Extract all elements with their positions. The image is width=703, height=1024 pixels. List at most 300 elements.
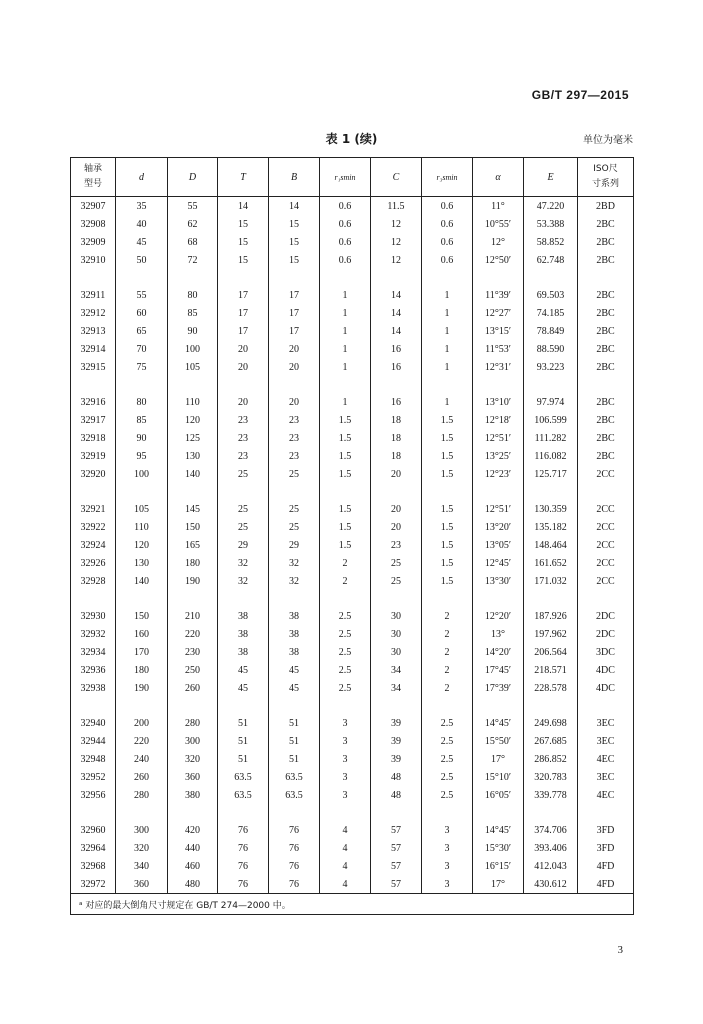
header-C: C <box>371 158 422 197</box>
table-cell: 3 <box>422 839 473 857</box>
table-cell: 20 <box>371 518 422 536</box>
spacer-cell <box>473 697 524 714</box>
table-cell: 32920 <box>71 465 116 483</box>
table-cell: 20 <box>371 500 422 518</box>
spacer-cell <box>524 590 578 607</box>
header-E: E <box>524 158 578 197</box>
table-cell: 374.706 <box>524 821 578 839</box>
table-cell: 60 <box>116 304 168 322</box>
table-cell: 39 <box>371 732 422 750</box>
table-cell: 3FD <box>578 821 634 839</box>
table-cell: 15 <box>269 215 320 233</box>
table-row <box>71 786 634 804</box>
table-cell: 32911 <box>71 286 116 304</box>
footnote-row <box>71 894 634 915</box>
table-cell: 2CC <box>578 572 634 590</box>
table-row <box>71 821 634 839</box>
table-cell: 3 <box>320 714 371 732</box>
table-cell: 130.359 <box>524 500 578 518</box>
header-iso-line2: 寸系列 <box>591 179 619 189</box>
table-cell: 38 <box>218 643 269 661</box>
table-cell: 63.5 <box>218 768 269 786</box>
table-cell: 11°53′ <box>473 340 524 358</box>
header-iso-line1: ISO尺 <box>593 164 618 174</box>
table-cell: 145 <box>168 500 218 518</box>
table-cell: 1 <box>320 286 371 304</box>
table-cell: 100 <box>168 340 218 358</box>
table-cell: 148.464 <box>524 536 578 554</box>
spacer-cell <box>371 269 422 286</box>
table-cell: 2.5 <box>422 768 473 786</box>
table-row <box>71 447 634 465</box>
table-caption: 表 1 (续) <box>325 132 378 146</box>
table-cell: 18 <box>371 429 422 447</box>
table-cell: 32922 <box>71 518 116 536</box>
table-cell: 32934 <box>71 643 116 661</box>
table-cell: 1.5 <box>422 554 473 572</box>
table-cell: 1 <box>422 340 473 358</box>
spacer-cell <box>473 376 524 393</box>
table-cell: 32 <box>269 572 320 590</box>
table-cell: 0.6 <box>320 233 371 251</box>
table-cell: 93.223 <box>524 358 578 376</box>
table-cell: 17°39′ <box>473 679 524 697</box>
table-cell: 190 <box>116 679 168 697</box>
table-row <box>71 304 634 322</box>
table-cell: 12°20′ <box>473 607 524 625</box>
table-cell: 2BD <box>578 197 634 216</box>
table-cell: 51 <box>269 750 320 768</box>
table-row <box>71 643 634 661</box>
table-cell: 160 <box>116 625 168 643</box>
table-cell: 2BC <box>578 215 634 233</box>
table-cell: 120 <box>168 411 218 429</box>
table-cell: 280 <box>168 714 218 732</box>
table-cell: 1.5 <box>422 411 473 429</box>
table-cell: 1.5 <box>320 500 371 518</box>
table-cell: 1.5 <box>320 447 371 465</box>
table-cell: 2.5 <box>320 643 371 661</box>
table-cell: 17° <box>473 750 524 768</box>
table-cell: 2CC <box>578 518 634 536</box>
table-cell: 1.5 <box>422 465 473 483</box>
table-cell: 130 <box>116 554 168 572</box>
table-cell: 14 <box>218 197 269 216</box>
table-cell: 2 <box>422 643 473 661</box>
table-cell: 17°45′ <box>473 661 524 679</box>
table-cell: 45 <box>218 661 269 679</box>
table-cell: 14°45′ <box>473 714 524 732</box>
table-cell: 48 <box>371 786 422 804</box>
table-cell: 2BC <box>578 411 634 429</box>
table-cell: 32964 <box>71 839 116 857</box>
table-cell: 12°18′ <box>473 411 524 429</box>
table-cell: 320 <box>168 750 218 768</box>
table-cell: 57 <box>371 839 422 857</box>
table-cell: 63.5 <box>269 768 320 786</box>
table-cell: 105 <box>168 358 218 376</box>
table-row <box>71 661 634 679</box>
table-cell: 2.5 <box>320 607 371 625</box>
spacer-cell <box>371 590 422 607</box>
table-cell: 2BC <box>578 358 634 376</box>
spacer-cell <box>578 697 634 714</box>
spacer-cell <box>116 376 168 393</box>
table-cell: 32910 <box>71 251 116 269</box>
table-cell: 12°51′ <box>473 429 524 447</box>
group-spacer <box>71 376 634 393</box>
table-cell: 51 <box>218 732 269 750</box>
table-cell: 25 <box>269 465 320 483</box>
table-cell: 35 <box>116 197 168 216</box>
table-cell: 260 <box>168 679 218 697</box>
table-cell: 2.5 <box>320 625 371 643</box>
table-cell: 15 <box>218 233 269 251</box>
table-cell: 62.748 <box>524 251 578 269</box>
table-cell: 2 <box>320 554 371 572</box>
header-r1-smin: r₃smin <box>422 158 473 197</box>
table-cell: 340 <box>116 857 168 875</box>
table-cell: 220 <box>116 732 168 750</box>
table-cell: 2CC <box>578 465 634 483</box>
table-cell: 80 <box>116 393 168 411</box>
table-row <box>71 358 634 376</box>
table-cell: 17° <box>473 875 524 894</box>
table-cell: 16°15′ <box>473 857 524 875</box>
table-cell: 110 <box>168 393 218 411</box>
table-cell: 17 <box>218 322 269 340</box>
table-cell: 55 <box>116 286 168 304</box>
table-cell: 15 <box>218 251 269 269</box>
table-cell: 32956 <box>71 786 116 804</box>
spacer-cell <box>422 376 473 393</box>
table-cell: 32919 <box>71 447 116 465</box>
table-cell: 18 <box>371 411 422 429</box>
table-cell: 16°05′ <box>473 786 524 804</box>
table-cell: 200 <box>116 714 168 732</box>
spacer-cell <box>371 804 422 821</box>
table-cell: 1.5 <box>320 465 371 483</box>
table-cell: 32 <box>218 554 269 572</box>
header-bearing-code-line2: 型号 <box>83 179 102 189</box>
table-cell: 32948 <box>71 750 116 768</box>
spacer-cell <box>71 697 116 714</box>
table-cell: 25 <box>218 500 269 518</box>
table-cell: 1 <box>422 393 473 411</box>
table-row <box>71 322 634 340</box>
table-cell: 4EC <box>578 786 634 804</box>
table-cell: 4 <box>320 875 371 894</box>
spacer-cell <box>116 590 168 607</box>
spacer-cell <box>473 804 524 821</box>
spacer-cell <box>218 697 269 714</box>
table-cell: 12 <box>371 215 422 233</box>
table-cell: 1.5 <box>422 429 473 447</box>
table-row <box>71 679 634 697</box>
table-cell: 249.698 <box>524 714 578 732</box>
table-cell: 20 <box>218 340 269 358</box>
table-cell: 440 <box>168 839 218 857</box>
table-cell: 80 <box>168 286 218 304</box>
spacer-cell <box>71 269 116 286</box>
spacer-cell <box>422 483 473 500</box>
table-cell: 23 <box>218 429 269 447</box>
table-row <box>71 233 634 251</box>
table-row <box>71 286 634 304</box>
table-cell: 280 <box>116 786 168 804</box>
table-cell: 12°50′ <box>473 251 524 269</box>
table-cell: 2BC <box>578 447 634 465</box>
spacer-cell <box>320 804 371 821</box>
spacer-cell <box>71 483 116 500</box>
table-cell: 1 <box>422 286 473 304</box>
table-cell: 13° <box>473 625 524 643</box>
table-cell: 32908 <box>71 215 116 233</box>
table-cell: 40 <box>116 215 168 233</box>
table-cell: 2 <box>422 661 473 679</box>
spacer-cell <box>116 269 168 286</box>
table-cell: 30 <box>371 625 422 643</box>
table-cell: 1.5 <box>422 572 473 590</box>
table-cell: 150 <box>116 607 168 625</box>
header-r-smin: r₁smin <box>320 158 371 197</box>
table-row <box>71 554 634 572</box>
table-cell: 3 <box>320 768 371 786</box>
table-cell: 1 <box>320 358 371 376</box>
spacer-cell <box>524 269 578 286</box>
spacer-cell <box>473 483 524 500</box>
table-cell: 460 <box>168 857 218 875</box>
table-cell: 4EC <box>578 750 634 768</box>
table-cell: 2BC <box>578 304 634 322</box>
table-cell: 1 <box>422 358 473 376</box>
table-cell: 23 <box>269 411 320 429</box>
spacer-cell <box>269 376 320 393</box>
table-cell: 30 <box>371 643 422 661</box>
table-cell: 320 <box>116 839 168 857</box>
table-cell: 32952 <box>71 768 116 786</box>
spacer-cell <box>168 590 218 607</box>
page-number: 3 <box>617 944 623 956</box>
table-cell: 2DC <box>578 625 634 643</box>
table-cell: 32 <box>269 554 320 572</box>
table-row <box>71 839 634 857</box>
spacer-cell <box>116 483 168 500</box>
table-body <box>71 197 634 894</box>
table-cell: 17 <box>269 286 320 304</box>
table-cell: 2BC <box>578 251 634 269</box>
table-cell: 2.5 <box>320 679 371 697</box>
table-row <box>71 215 634 233</box>
spacer-cell <box>269 483 320 500</box>
table-cell: 32914 <box>71 340 116 358</box>
table-cell: 0.6 <box>320 215 371 233</box>
spacer-cell <box>269 590 320 607</box>
table-cell: 1 <box>320 340 371 358</box>
table-cell: 45 <box>269 679 320 697</box>
table-cell: 57 <box>371 875 422 894</box>
table-row <box>71 750 634 768</box>
table-cell: 13°25′ <box>473 447 524 465</box>
table-cell: 206.564 <box>524 643 578 661</box>
table-cell: 32918 <box>71 429 116 447</box>
table-cell: 15°30′ <box>473 839 524 857</box>
spacer-cell <box>168 376 218 393</box>
table-cell: 3DC <box>578 643 634 661</box>
table-cell: 17 <box>218 304 269 322</box>
table-cell: 25 <box>269 500 320 518</box>
group-spacer <box>71 483 634 500</box>
table-cell: 55 <box>168 197 218 216</box>
table-cell: 2BC <box>578 393 634 411</box>
spacer-cell <box>473 269 524 286</box>
table-row <box>71 732 634 750</box>
table-cell: 23 <box>269 429 320 447</box>
group-spacer <box>71 269 634 286</box>
table-cell: 12°31′ <box>473 358 524 376</box>
table-cell: 135.182 <box>524 518 578 536</box>
table-cell: 165 <box>168 536 218 554</box>
standard-code: GB/T 297—2015 <box>531 88 629 102</box>
table-cell: 25 <box>218 465 269 483</box>
table-cell: 23 <box>371 536 422 554</box>
table-cell: 14°45′ <box>473 821 524 839</box>
header-T: T <box>218 158 269 197</box>
footnote: ᵃ 对应的最大倒角尺寸规定在 GB/T 274—2000 中。 <box>71 894 634 915</box>
table-cell: 3 <box>422 857 473 875</box>
table-cell: 76 <box>269 821 320 839</box>
table-cell: 12° <box>473 233 524 251</box>
table-cell: 90 <box>168 322 218 340</box>
table-cell: 90 <box>116 429 168 447</box>
table-cell: 1.5 <box>320 536 371 554</box>
table-row <box>71 340 634 358</box>
table-cell: 105 <box>116 500 168 518</box>
table-cell: 228.578 <box>524 679 578 697</box>
table-row <box>71 607 634 625</box>
table-cell: 230 <box>168 643 218 661</box>
table-cell: 3 <box>422 821 473 839</box>
spacer-cell <box>422 804 473 821</box>
table-cell: 13°20′ <box>473 518 524 536</box>
table-cell: 13°15′ <box>473 322 524 340</box>
spacer-cell <box>218 269 269 286</box>
table-cell: 2 <box>320 572 371 590</box>
header-d: d <box>116 158 168 197</box>
table-cell: 180 <box>116 661 168 679</box>
table-cell: 3 <box>422 875 473 894</box>
table-cell: 1.5 <box>320 518 371 536</box>
table-cell: 2BC <box>578 286 634 304</box>
spacer-cell <box>422 269 473 286</box>
table-cell: 38 <box>218 625 269 643</box>
table-cell: 14 <box>371 322 422 340</box>
table-cell: 76 <box>218 857 269 875</box>
spacer-cell <box>71 804 116 821</box>
table-cell: 76 <box>218 821 269 839</box>
table-row <box>71 536 634 554</box>
table-cell: 76 <box>218 839 269 857</box>
table-cell: 1.5 <box>320 411 371 429</box>
table-cell: 76 <box>269 839 320 857</box>
table-cell: 111.282 <box>524 429 578 447</box>
table-cell: 2BC <box>578 429 634 447</box>
table-cell: 15°50′ <box>473 732 524 750</box>
table-cell: 140 <box>168 465 218 483</box>
table-cell: 2.5 <box>422 714 473 732</box>
table-cell: 39 <box>371 714 422 732</box>
table-cell: 45 <box>218 679 269 697</box>
table-cell: 240 <box>116 750 168 768</box>
table-cell: 15 <box>269 233 320 251</box>
table-cell: 2.5 <box>422 750 473 768</box>
table-row <box>71 465 634 483</box>
table-cell: 2DC <box>578 607 634 625</box>
table-cell: 170 <box>116 643 168 661</box>
table-cell: 12°51′ <box>473 500 524 518</box>
table-cell: 32915 <box>71 358 116 376</box>
spacer-cell <box>524 697 578 714</box>
table-row <box>71 393 634 411</box>
table-cell: 4 <box>320 857 371 875</box>
table-cell: 51 <box>218 750 269 768</box>
table-cell: 0.6 <box>320 251 371 269</box>
table-cell: 62 <box>168 215 218 233</box>
table-cell: 85 <box>116 411 168 429</box>
table-cell: 32972 <box>71 875 116 894</box>
table-cell: 14 <box>269 197 320 216</box>
table-cell: 16 <box>371 393 422 411</box>
table-cell: 412.043 <box>524 857 578 875</box>
header-bearing-code-line1: 轴承 <box>83 164 102 174</box>
table-row <box>71 875 634 894</box>
table-row <box>71 197 634 216</box>
table-cell: 50 <box>116 251 168 269</box>
group-spacer <box>71 590 634 607</box>
spacer-cell <box>168 269 218 286</box>
table-cell: 420 <box>168 821 218 839</box>
table-cell: 20 <box>269 358 320 376</box>
table-cell: 2BC <box>578 233 634 251</box>
table-cell: 11°39′ <box>473 286 524 304</box>
table-cell: 2CC <box>578 500 634 518</box>
unit-note: 单位为毫米 <box>583 135 633 146</box>
table-cell: 2CC <box>578 536 634 554</box>
table-cell: 130 <box>168 447 218 465</box>
spacer-cell <box>578 376 634 393</box>
table-cell: 0.6 <box>422 197 473 216</box>
table-row <box>71 768 634 786</box>
table-cell: 110 <box>116 518 168 536</box>
table-cell: 72 <box>168 251 218 269</box>
table-cell: 68 <box>168 233 218 251</box>
header-bearing-code <box>71 158 116 197</box>
table-cell: 2.5 <box>422 786 473 804</box>
spacer-cell <box>269 697 320 714</box>
table-row <box>71 857 634 875</box>
table-cell: 34 <box>371 661 422 679</box>
spacer-cell <box>71 590 116 607</box>
table-cell: 20 <box>269 393 320 411</box>
table-cell: 125 <box>168 429 218 447</box>
table-cell: 70 <box>116 340 168 358</box>
table-cell: 125.717 <box>524 465 578 483</box>
table-cell: 63.5 <box>269 786 320 804</box>
spacer-cell <box>320 483 371 500</box>
table-cell: 197.962 <box>524 625 578 643</box>
table-cell: 32916 <box>71 393 116 411</box>
header-B: B <box>269 158 320 197</box>
